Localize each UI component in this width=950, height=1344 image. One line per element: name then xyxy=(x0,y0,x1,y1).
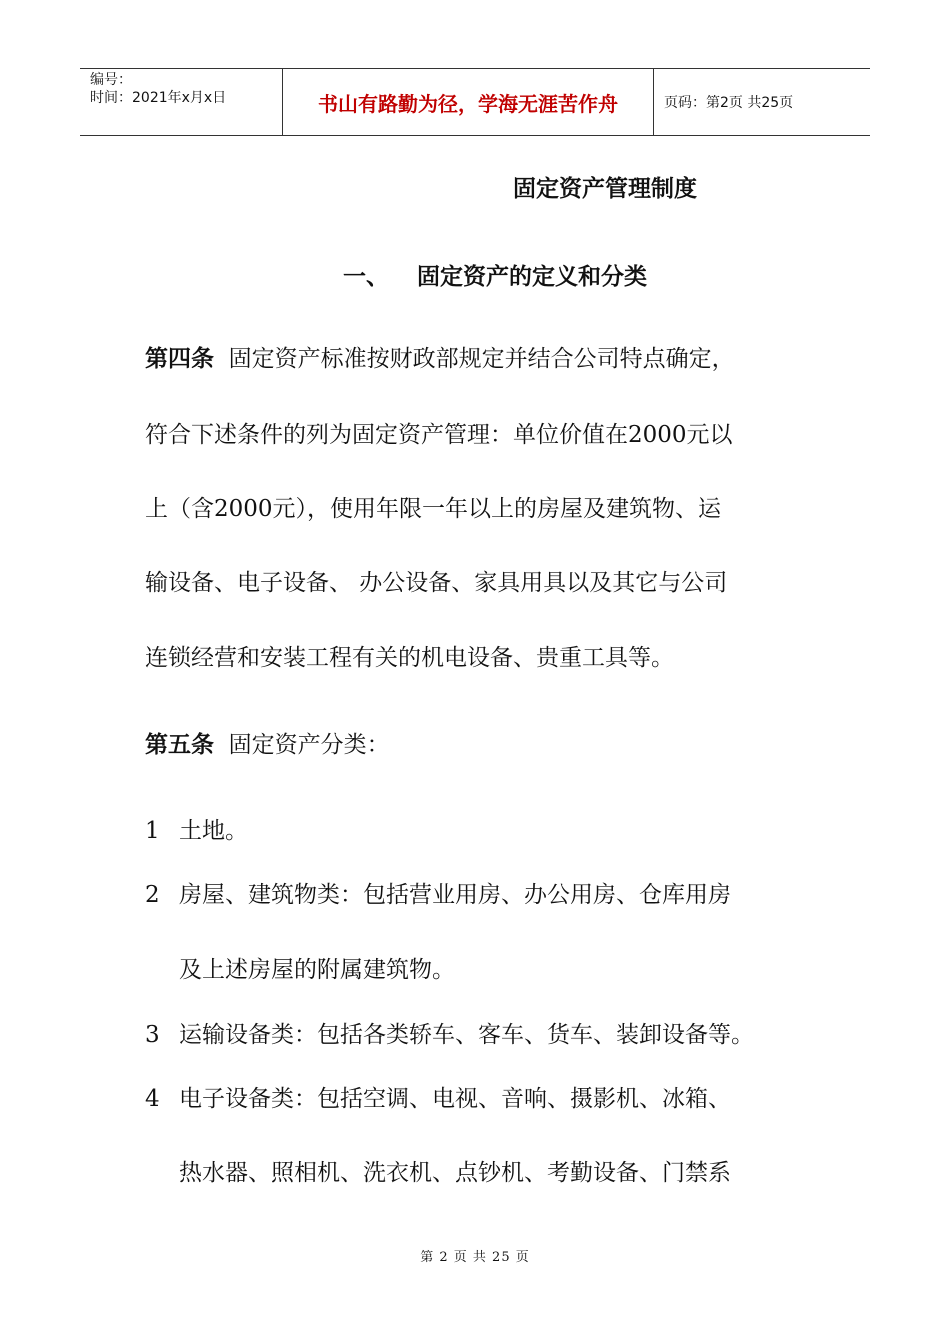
header-motto: 书山有路勤为径，学海无涯苦作舟 xyxy=(282,69,654,135)
list-item-number: 2 xyxy=(145,882,160,908)
header-date-label: 时间：2021年x月x日 xyxy=(90,90,227,106)
header-page-info: 页码：第2页 共25页 xyxy=(664,95,794,111)
document-title: 固定资产管理制度 xyxy=(513,176,697,202)
article-5-line xyxy=(145,730,390,760)
article-5-label: 第五条 xyxy=(145,732,214,758)
list-item-text: 电子设备类：包括空调、电视、音响、摄影机、冰箱、 xyxy=(179,1086,731,1112)
article-4-line-1 xyxy=(145,344,735,374)
article-5-text: 固定资产分类： xyxy=(228,732,390,758)
list-item-number: 4 xyxy=(145,1086,160,1112)
list-item-number: 1 xyxy=(145,818,160,844)
article-4-label: 第四条 xyxy=(145,346,214,372)
list-item-text: 土地。 xyxy=(179,818,248,844)
page-header-table xyxy=(80,68,870,136)
list-item xyxy=(145,816,248,846)
section-heading xyxy=(0,258,950,291)
article-4-line-3: 上（含2000元），使用年限一年以上的房屋及建筑物、运 xyxy=(145,496,722,522)
list-item xyxy=(145,1020,754,1050)
list-item-text: 运输设备类：包括各类轿车、客车、货车、装卸设备等。 xyxy=(179,1022,754,1048)
list-item xyxy=(145,880,731,910)
section-number: 一、 xyxy=(343,264,389,290)
article-4-line-2: 符合下述条件的列为固定资产管理：单位价值在2000元以 xyxy=(145,422,733,448)
page-footer: 第 2 页 共 25 页 xyxy=(420,1250,530,1265)
list-item-continuation: 及上述房屋的附属建筑物。 xyxy=(179,957,455,983)
section-title: 固定资产的定义和分类 xyxy=(417,264,647,290)
list-item-continuation: 热水器、照相机、洗衣机、点钞机、考勤设备、门禁系 xyxy=(179,1160,731,1186)
header-id-label: 编号： xyxy=(90,72,132,88)
article-4-line-5: 连锁经营和安装工程有关的机电设备、贵重工具等。 xyxy=(145,645,674,671)
article-4-line-4: 输设备、电子设备、 办公设备、家具用具以及其它与公司 xyxy=(145,570,728,596)
article-4-text: 固定资产标准按财政部规定并结合公司特点确定， xyxy=(228,346,735,372)
list-item-text: 房屋、建筑物类：包括营业用房、办公用房、仓库用房 xyxy=(179,882,731,908)
list-item-number: 3 xyxy=(145,1022,160,1048)
header-left-cell xyxy=(80,69,282,135)
list-item xyxy=(145,1084,731,1114)
